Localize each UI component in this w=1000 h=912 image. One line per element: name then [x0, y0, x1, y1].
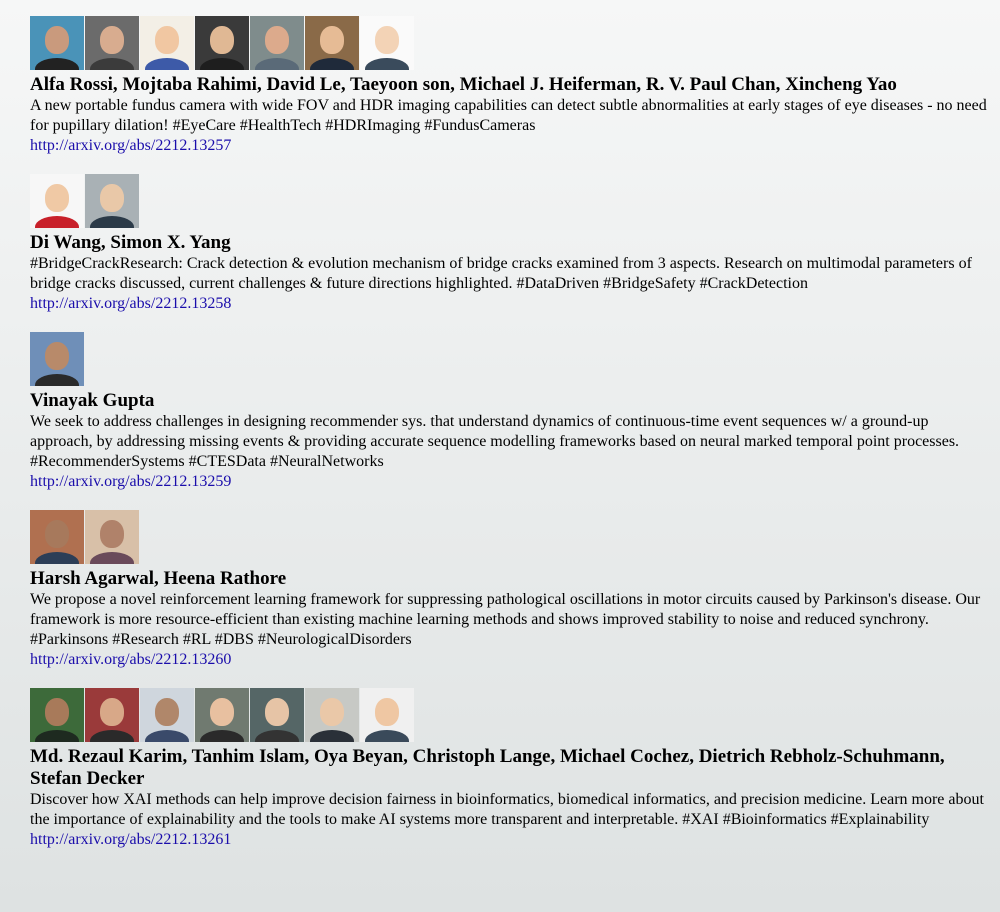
author-names: Harsh Agarwal, Heena Rathore: [30, 568, 287, 589]
avatar: [30, 688, 84, 742]
author-names: Vinayak Gupta: [30, 390, 155, 411]
paper-summary: A new portable fundus camera with wide FOV and HDR imaging capabilities can detect subtle abnormalities at early stages of eye diseases - no need for pupillary dilation! #EyeCare #HealthTech #HDRImaging #FundusCameras: [30, 97, 987, 134]
paper-entry: [30, 174, 990, 314]
paper-summary: We seek to address challenges in designing recommender sys. that understand dynamics of continuous-time event sequences w/ a ground-up approach, by addressing missing events & providing accurate sequence modelling frameworks based on neural marked temporal point processes. #RecommenderSystems #CTESData #NeuralNetworks: [30, 413, 960, 470]
author-avatars: [30, 174, 990, 228]
author-names: Di Wang, Simon X. Yang: [30, 232, 231, 253]
paper-summary: Discover how XAI methods can help improve decision fairness in bioinformatics, biomedical informatics, and precision medicine. Learn more about the importance of explainability and the tools to make AI systems more transparent and interpretable. #XAI #Bioinformatics #Explainability: [30, 791, 984, 828]
avatar: [30, 174, 84, 228]
avatar: [85, 174, 139, 228]
arxiv-link[interactable]: http://arxiv.org/abs/2212.13259: [30, 473, 232, 490]
arxiv-link[interactable]: http://arxiv.org/abs/2212.13260: [30, 651, 232, 668]
author-avatars: [30, 332, 990, 386]
avatar: [85, 16, 139, 70]
paper-entry: [30, 510, 990, 670]
avatar: [30, 510, 84, 564]
avatar: [85, 688, 139, 742]
avatar: [195, 688, 249, 742]
arxiv-link[interactable]: http://arxiv.org/abs/2212.13261: [30, 831, 232, 848]
avatar: [360, 688, 414, 742]
author-names: Alfa Rossi, Mojtaba Rahimi, David Le, Taeyoon son, Michael J. Heiferman, R. V. Paul Chan, Xincheng Yao: [30, 74, 897, 95]
author-names: Md. Rezaul Karim, Tanhim Islam, Oya Beyan, Christoph Lange, Michael Cochez, Dietrich Rebholz-Schuhmann, Stefan Decker: [30, 746, 945, 789]
paper-entry: [30, 16, 990, 156]
author-avatars: [30, 16, 990, 70]
paper-entry: [30, 332, 990, 492]
avatar: [305, 16, 359, 70]
author-avatars: [30, 510, 990, 564]
avatar: [30, 332, 84, 386]
avatar: [195, 16, 249, 70]
avatar: [305, 688, 359, 742]
avatar: [85, 510, 139, 564]
paper-summary: #BridgeCrackResearch: Crack detection & evolution mechanism of bridge cracks examined from 3 aspects. Research on multimodal parameters of bridge cracks discussed, current challenges & future directions highlighted. #DataDriven #BridgeSafety #CrackDetection: [30, 255, 972, 292]
paper-summary: We propose a novel reinforcement learning framework for suppressing pathological oscillations in motor circuits caused by Parkinson's disease. Our framework is more resource-efficient than existing machine learning methods and shows improved stability to noise and reduced synchrony. #Parkinsons #Research #RL #DBS #NeurologicalDisorders: [30, 591, 981, 648]
avatar: [140, 688, 194, 742]
avatar: [250, 688, 304, 742]
avatar: [250, 16, 304, 70]
paper-entry: [30, 688, 990, 850]
avatar: [360, 16, 414, 70]
author-avatars: [30, 688, 990, 742]
avatar: [140, 16, 194, 70]
avatar: [30, 16, 84, 70]
arxiv-link[interactable]: http://arxiv.org/abs/2212.13257: [30, 137, 232, 154]
arxiv-link[interactable]: http://arxiv.org/abs/2212.13258: [30, 295, 232, 312]
